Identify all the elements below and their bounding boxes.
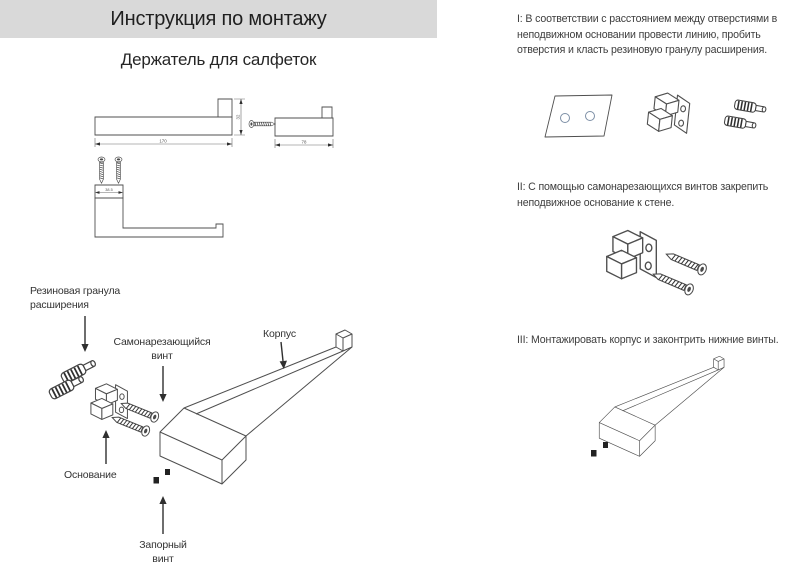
holder-end-tab-outline: [218, 99, 232, 117]
mounting-screw-icon: [98, 157, 105, 183]
dimension-length: [95, 138, 232, 147]
technical-drawing-front-view: [85, 152, 235, 244]
lock-screw-icon: [603, 442, 608, 448]
step-3-illustration: [578, 348, 793, 498]
dimension-depth: [275, 139, 333, 148]
exploded-assembly-diagram: [0, 280, 500, 572]
base-bracket-drawing: [91, 384, 128, 420]
holder-tab-outline: [322, 107, 332, 118]
label-lock-screw: Запорный винт: [139, 539, 187, 565]
label-body: Корпус: [263, 328, 296, 340]
dim-length-label: 170: [159, 138, 167, 144]
rubber-plug-icon: [734, 100, 767, 115]
holder-body-drawing: [599, 356, 724, 456]
dim-depth-label: 78: [301, 139, 307, 145]
label-base: Основание: [64, 469, 117, 481]
step-3-text: III: Монтажировать корпус и законтрить нижние винты.: [517, 334, 779, 346]
rubber-plug-icon: [724, 116, 757, 131]
step-1-illustration: [528, 83, 788, 178]
technical-drawing-side-view-short: [243, 88, 363, 153]
self-tapping-screw-icon: [651, 269, 695, 296]
holder-depth-outline: [275, 118, 333, 136]
lock-screw-icon: [591, 450, 597, 457]
page-title: Инструкция по монтажу: [110, 8, 327, 30]
technical-drawing-side-view-long: [85, 88, 255, 153]
label-rubber-plug: Резиновая гранула расширения: [30, 285, 121, 311]
dimension-hole-spacing: [95, 188, 123, 194]
lock-screw-icon: [165, 469, 170, 475]
wall-plate-drawing: [545, 95, 612, 137]
screw-icon: [249, 121, 275, 128]
self-tapping-screw-icon: [664, 249, 708, 276]
holder-front-outline: [95, 198, 223, 237]
lock-screw-icon: [154, 477, 160, 484]
page-subtitle: Держатель для салфеток: [120, 50, 317, 69]
step-2-illustration: [595, 222, 760, 337]
holder-bar-outline: [95, 117, 232, 135]
label-self-tapping-screw: Самонарезающийся винт: [113, 336, 211, 362]
step-1-text: I: В соответствии с расстоянием между отверстиями в неподвижном основании провести линию, пробить отверстия и класть резиновую гранулу расширения.: [517, 13, 778, 57]
base-bracket-drawing: [607, 230, 657, 278]
step-2-text: II: С помощью самонарезающихся винтов закрепить неподвижное основание к стене.: [517, 181, 769, 209]
header-band: [0, 0, 437, 38]
base-bracket-drawing: [647, 91, 691, 134]
mounting-screw-icon: [115, 157, 122, 183]
dim-hole-spacing-label: 38.5: [105, 188, 113, 192]
dim-height-label: 32: [235, 114, 241, 120]
